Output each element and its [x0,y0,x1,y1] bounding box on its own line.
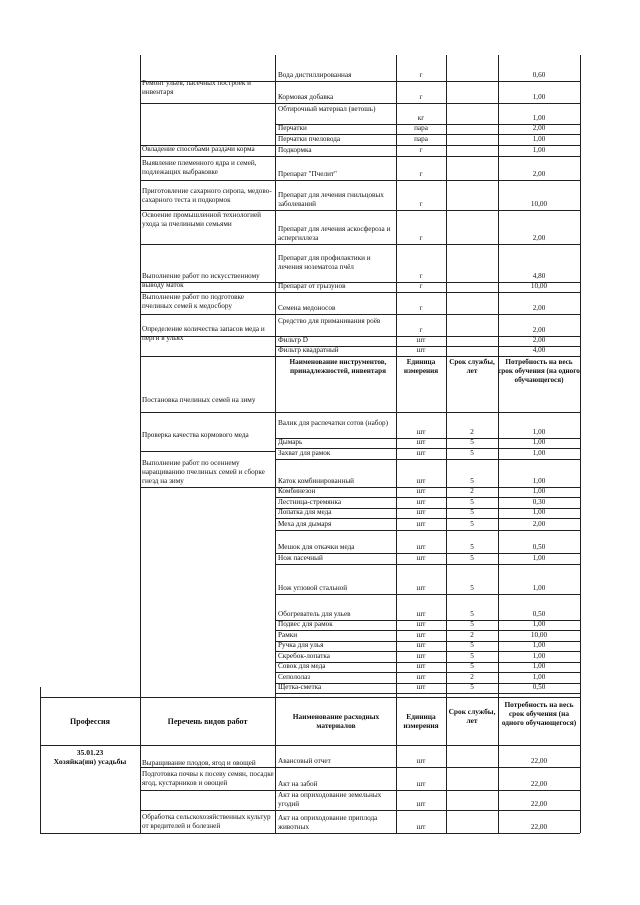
material-need: 1,00 [532,93,546,101]
tool-need: 1,00 [532,438,546,446]
material-need: 4,00 [532,346,546,354]
tool-name: Мешок для откачки меда [278,543,355,551]
material-need: 2,00 [532,170,546,178]
tool-need: 1,00 [532,662,546,670]
tool-unit: шт [416,652,426,660]
unit-header-2: Единица измерения [403,712,439,730]
tool-need: 1,00 [532,449,546,457]
need-header: Потребность на весь срок обучения (на одного обучающегося) [498,358,580,384]
work-text: Выявление племенного ядра и семей, подлежащих выбраковке [142,159,257,176]
material-need: 2,00 [532,336,546,344]
material-need: 2,00 [532,326,546,334]
grid-line [140,487,275,488]
grid-line [275,244,580,245]
grid-line [275,530,580,531]
material-name: Фильтр D [278,336,308,344]
grid-line [40,697,580,698]
tool-need: 2,00 [532,520,546,528]
tool-need: 1,00 [532,673,546,681]
material-need: 2,00 [532,304,546,312]
tool-life: 5 [470,477,474,485]
grid-line [275,459,580,460]
tool-unit: шт [416,673,426,681]
material-name: Препарат от грызунов [278,282,346,290]
tool-unit: шт [416,631,426,639]
tool-name-header: Наименование инструментов, принадлежностей, инвентаря [289,358,387,375]
tool-need: 0,50 [532,543,546,551]
material-name: Перчатки [278,124,307,132]
material-name: Подкормка [278,146,312,154]
tool-unit: шт [416,620,426,628]
tool-life: 2 [470,487,474,495]
tool-unit: шт [416,520,426,528]
material-unit: г [419,93,423,101]
tool-need: 1,00 [532,554,546,562]
grid-line [275,314,580,315]
grid-line [140,103,275,104]
tool-life: 5 [470,508,474,516]
tool-life: 5 [470,520,474,528]
tool-need: 0,50 [532,683,546,691]
material-unit: г [419,272,423,280]
grid-line [275,594,580,595]
material-unit: г [419,170,423,178]
material-name: Семена медоносов [278,304,336,312]
tool-unit: шт [416,683,426,691]
grid-line [40,687,41,697]
tool-need: 10,00 [530,631,548,639]
tool-name: Сепололаз [278,673,311,681]
tool-unit: шт [416,477,426,485]
works-header: Перечень видов работ [167,717,248,726]
tool-need: 1,00 [532,620,546,628]
grid-line [275,292,580,293]
tool-need: 1,00 [532,584,546,592]
tool-name: Ручка для улья [278,641,324,649]
material-name: Средство для приманивания роёв [278,317,381,325]
work-text: Выращивание плодов, ягод и овощей [142,759,256,767]
material-need: 2,00 [532,124,546,132]
tool-name: Дымарь [278,438,303,446]
grid-line [140,244,275,245]
material-name: Авансовый отчет [278,757,331,765]
work-text: Освоение промышленной технологией ухода за пчелиными семьями [142,211,261,228]
tool-need: 1,00 [532,477,546,485]
tool-life: 5 [470,584,474,592]
tool-life: 5 [470,449,474,457]
tool-name: Нож угловой стальной [278,584,348,592]
grid-line [275,518,580,519]
grid-line [140,156,275,157]
tool-name: Подвес для рамок [278,620,333,628]
profession-name: Хозяйка(ин) усадьбы [53,757,127,766]
work-text: Подготовка почвы к посеву семян, посадке ягод, кустарников и овощей [142,770,274,787]
grid-line [40,833,140,834]
material-need: 2,00 [532,234,546,242]
material-name: Препарат для профилактики и лечения нозематоза пчёл [278,254,371,271]
grid-line [580,55,581,697]
material-name: Обтирочный материал (ветошь) [278,105,376,113]
grid-line [275,180,580,181]
material-name: Кормовая добавка [278,93,334,101]
profession-header: Профессия [70,717,110,726]
material-name: Вода дистиллированная [278,71,352,79]
grid-line [275,210,580,211]
tool-life: 2 [470,673,474,681]
work-text: Выполнение работ по искусственному выводу маток [142,272,260,289]
material-unit: шт [416,823,426,831]
grid-line [275,103,580,104]
material-name: Акт на оприходование земельных угодий [278,791,382,808]
work-text: Выполнение работ по подготовке пчелиных семей к медосбору [142,293,245,310]
tool-need: 1,00 [532,652,546,660]
material-unit: г [419,326,423,334]
material-need: 10,00 [530,282,548,290]
tool-name: Рамки [278,631,298,639]
material-unit: г [419,146,423,154]
tool-name: Совок для меда [278,662,326,670]
material-need: 1,00 [532,135,546,143]
material-need: 22,00 [530,757,548,765]
material-name: Фильтр квадратный [278,346,339,354]
grid-line [140,180,275,181]
life-header-2: Срок службы, лет [448,707,496,725]
tool-name: Комбинезон [278,487,316,495]
work-text: Овладение способами раздачи корма [142,145,255,153]
tool-need: 1,00 [532,508,546,516]
material-name: Перчатки пчеловода [278,135,341,143]
grid-line [275,412,580,413]
tool-life: 5 [470,438,474,446]
tool-life: 5 [470,554,474,562]
tool-name: Валик для распечатки сотов (набор) [278,419,389,427]
tool-life: 2 [470,631,474,639]
material-unit: пара [414,135,428,143]
material-unit: г [419,200,423,208]
grid-line [275,693,580,694]
tool-name: Лестница-стремянка [278,498,342,506]
tool-unit: шт [416,498,426,506]
tool-name: Каток комбинированный [278,477,355,485]
need-header-2: Потребность на весь срок обучения (на одного обучающегося) [501,700,577,727]
tool-life: 5 [470,662,474,670]
tool-life: 5 [470,683,474,691]
material-need: 0,60 [532,71,546,79]
material-unit: шт [416,346,426,354]
work-text: Ремонт ульев, пасечных построек и инвентаря [142,79,251,96]
tool-unit: шт [416,449,426,457]
tool-life: 5 [470,610,474,618]
material-need: 10,00 [530,200,548,208]
material-need: 22,00 [530,800,548,808]
material-unit: г [419,234,423,242]
tool-unit: шт [416,584,426,592]
tool-name: Обогреватель для ульев [278,610,351,618]
material-name: Препарат для лечения аскосфероза и аспергиллеза [278,225,391,242]
tool-unit: шт [416,508,426,516]
tool-need: 1,00 [532,487,546,495]
tool-name: Меха для дымаря [278,520,332,528]
grid-line [140,810,580,811]
tool-unit: шт [416,662,426,670]
tool-unit: шт [416,641,426,649]
tool-life: 5 [470,641,474,649]
material-header: Наименование расходных материалов [292,712,380,730]
tool-need: 0,30 [532,498,546,506]
grid-line [275,564,580,565]
tool-name: Щетка-сметка [278,683,322,691]
grid-line [275,356,580,357]
material-unit: г [419,282,423,290]
material-unit: шт [416,800,426,808]
grid-line [580,697,581,833]
material-need: 22,00 [530,780,548,788]
grid-line [140,55,141,697]
tool-unit: шт [416,428,426,436]
material-unit: г [419,304,423,312]
work-text: Обработка сельскохозяйственных культур от вредителей и болезней [142,813,271,830]
material-unit: шт [416,336,426,344]
material-name: Препарат "Пчелит" [278,170,337,178]
material-need: 1,00 [532,114,546,122]
tool-name: Нож пасечный [278,554,323,562]
tool-life: 5 [470,543,474,551]
tool-name: Захват для рамок [278,449,331,457]
material-unit: г [419,71,423,79]
tool-unit: шт [416,554,426,562]
tool-name: Скребок-лопатка [278,652,330,660]
tool-unit: шт [416,610,426,618]
grid-line [140,451,275,452]
grid-line [275,156,580,157]
material-name: Акт на оприходование приплода животных [278,814,378,831]
tool-unit: шт [416,487,426,495]
grid-line [140,412,275,413]
grid-line [40,745,580,746]
tool-unit: шт [416,543,426,551]
work-text: Определение количества запасов меда и перги в ульях [142,325,265,342]
tool-life: 5 [470,498,474,506]
work-text: Выполнение работ по осеннему наращиванию пчелиных семей и сборке гнезд на зиму [142,459,265,485]
grid-line [275,55,276,697]
unit-header: Единица измерения [403,358,439,375]
material-need: 4,80 [532,272,546,280]
grid-line [140,833,580,834]
service-life-header: Срок службы, лет [449,358,495,375]
profession-code: 35.01.23 [76,748,104,757]
grid-line [275,81,580,82]
grid-line [140,314,275,315]
material-unit: шт [416,780,426,788]
tool-unit: шт [416,438,426,446]
tool-need: 0,50 [532,610,546,618]
work-text: Приготовление сахарного сиропа, медово-сахарного теста и подкормок [142,187,272,204]
grid-line [446,55,447,697]
tool-life: 2 [470,428,474,436]
material-name: Препарат для лечения гнильцовых заболеваний [278,191,384,208]
work-text: Проверка качества кормового меда [142,431,249,439]
material-need: 22,00 [530,823,548,831]
material-unit: пара [414,124,428,132]
tool-life: 5 [470,620,474,628]
tool-name: Лопатка для меда [278,508,332,516]
material-unit: кг [417,114,425,122]
material-unit: шт [416,757,426,765]
grid-line [140,356,275,357]
material-name: Акт на забой [278,780,318,788]
tool-life: 5 [470,652,474,660]
tool-need: 1,00 [532,428,546,436]
work-text: Постановка пчелиных семей на зиму [142,396,256,404]
tool-need: 1,00 [532,641,546,649]
material-need: 1,00 [532,146,546,154]
